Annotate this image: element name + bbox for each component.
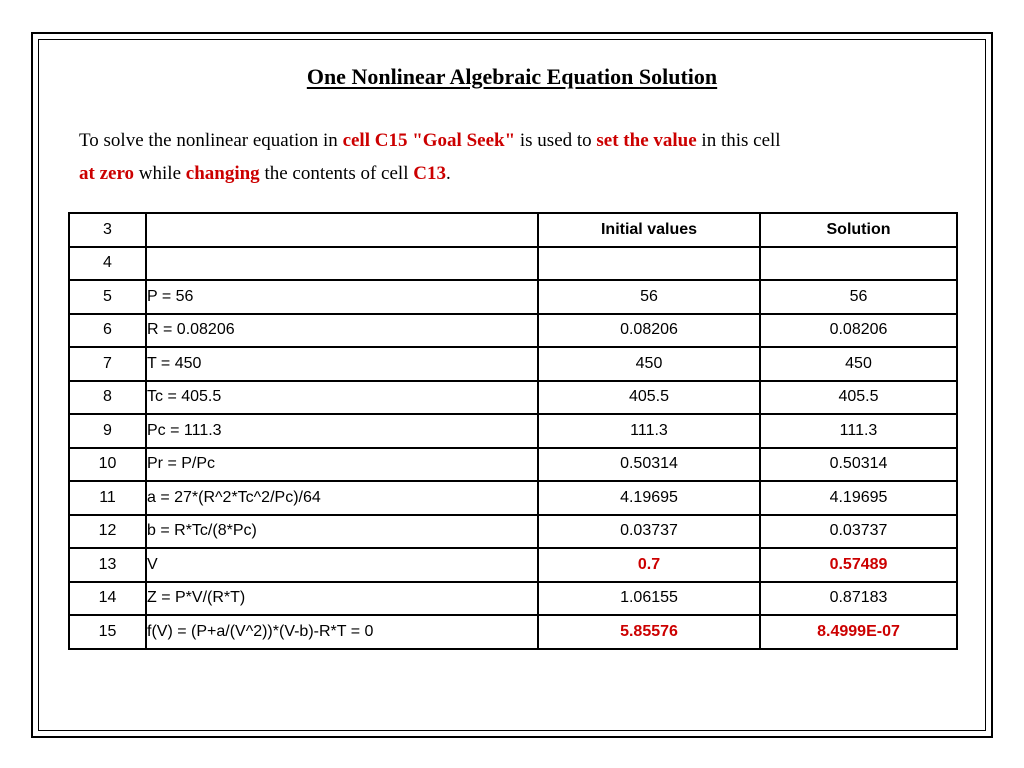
label-cell: V	[146, 548, 538, 582]
table-row	[69, 582, 957, 616]
label-cell	[146, 213, 538, 247]
row-number-cell: 15	[69, 615, 146, 649]
initial-value-cell: 0.08206	[538, 314, 760, 348]
solution-value-cell: 4.19695	[760, 481, 957, 515]
solution-value-cell: 0.57489	[760, 548, 957, 582]
table-row	[69, 381, 957, 415]
initial-value-cell: 1.06155	[538, 582, 760, 616]
row-number-cell: 5	[69, 280, 146, 314]
label-cell: b = R*Tc/(8*Pc)	[146, 515, 538, 549]
intro-text: is used to	[515, 130, 597, 151]
solution-value-cell: 111.3	[760, 414, 957, 448]
solution-header: Solution	[760, 213, 957, 247]
row-number-cell: 12	[69, 515, 146, 549]
table-row	[69, 280, 957, 314]
initial-value-cell: 111.3	[538, 414, 760, 448]
table-row	[69, 314, 957, 348]
row-number-cell: 9	[69, 414, 146, 448]
initial-values-header: Initial values	[538, 213, 760, 247]
intro-text: while	[134, 163, 186, 184]
label-cell: Z = P*V/(R*T)	[146, 582, 538, 616]
table-header-row	[69, 213, 957, 247]
table-row	[69, 481, 957, 515]
solution-value-cell: 0.03737	[760, 515, 957, 549]
intro-highlight-set-value: set the value	[596, 130, 697, 151]
initial-value-cell: 0.7	[538, 548, 760, 582]
intro-text: .	[445, 163, 451, 184]
initial-value-cell: 56	[538, 280, 760, 314]
initial-value-cell	[538, 247, 760, 281]
label-cell: P = 56	[146, 280, 538, 314]
row-number-cell: 4	[69, 247, 146, 281]
solution-value-cell: 450	[760, 347, 957, 381]
table-row	[69, 615, 957, 649]
row-number-cell: 10	[69, 448, 146, 482]
table-row	[69, 448, 957, 482]
page-title: One Nonlinear Algebraic Equation Solution	[306, 64, 718, 89]
initial-value-cell: 450	[538, 347, 760, 381]
row-number-cell: 3	[69, 213, 146, 247]
solution-value-cell: 405.5	[760, 381, 957, 415]
initial-value-cell: 5.85576	[538, 615, 760, 649]
label-cell: T = 450	[146, 347, 538, 381]
intro-text: the contents of cell	[259, 163, 414, 184]
intro-highlight-cell: cell C15 "Goal Seek"	[342, 130, 516, 151]
row-number-cell: 14	[69, 582, 146, 616]
table-row	[69, 347, 957, 381]
initial-value-cell: 405.5	[538, 381, 760, 415]
label-cell: Pc = 111.3	[146, 414, 538, 448]
initial-value-cell: 0.50314	[538, 448, 760, 482]
table-row	[69, 414, 957, 448]
row-number-cell: 11	[69, 481, 146, 515]
label-cell: R = 0.08206	[146, 314, 538, 348]
solution-value-cell: 8.4999E-07	[760, 615, 957, 649]
solution-value-cell: 56	[760, 280, 957, 314]
intro-highlight-changing: changing	[185, 163, 260, 184]
solution-value-cell: 0.50314	[760, 448, 957, 482]
row-number-cell: 6	[69, 314, 146, 348]
intro-paragraph	[79, 124, 959, 190]
intro-highlight-at-zero: at zero	[79, 163, 135, 184]
table-row	[69, 515, 957, 549]
intro-text: in this cell	[696, 130, 781, 151]
intro-highlight-c13: C13	[413, 163, 446, 184]
initial-value-cell: 0.03737	[538, 515, 760, 549]
spreadsheet-table	[68, 212, 958, 650]
label-cell: f(V) = (P+a/(V^2))*(V-b)-R*T = 0	[146, 615, 538, 649]
intro-text: To solve the nonlinear equation in	[79, 130, 343, 151]
solution-value-cell	[760, 247, 957, 281]
label-cell: a = 27*(R^2*Tc^2/Pc)/64	[146, 481, 538, 515]
solution-value-cell: 0.08206	[760, 314, 957, 348]
label-cell: Tc = 405.5	[146, 381, 538, 415]
initial-value-cell: 4.19695	[538, 481, 760, 515]
solution-value-cell: 0.87183	[760, 582, 957, 616]
row-number-cell: 13	[69, 548, 146, 582]
table-row	[69, 247, 957, 281]
label-cell	[146, 247, 538, 281]
row-number-cell: 7	[69, 347, 146, 381]
table-row	[69, 548, 957, 582]
label-cell: Pr = P/Pc	[146, 448, 538, 482]
row-number-cell: 8	[69, 381, 146, 415]
